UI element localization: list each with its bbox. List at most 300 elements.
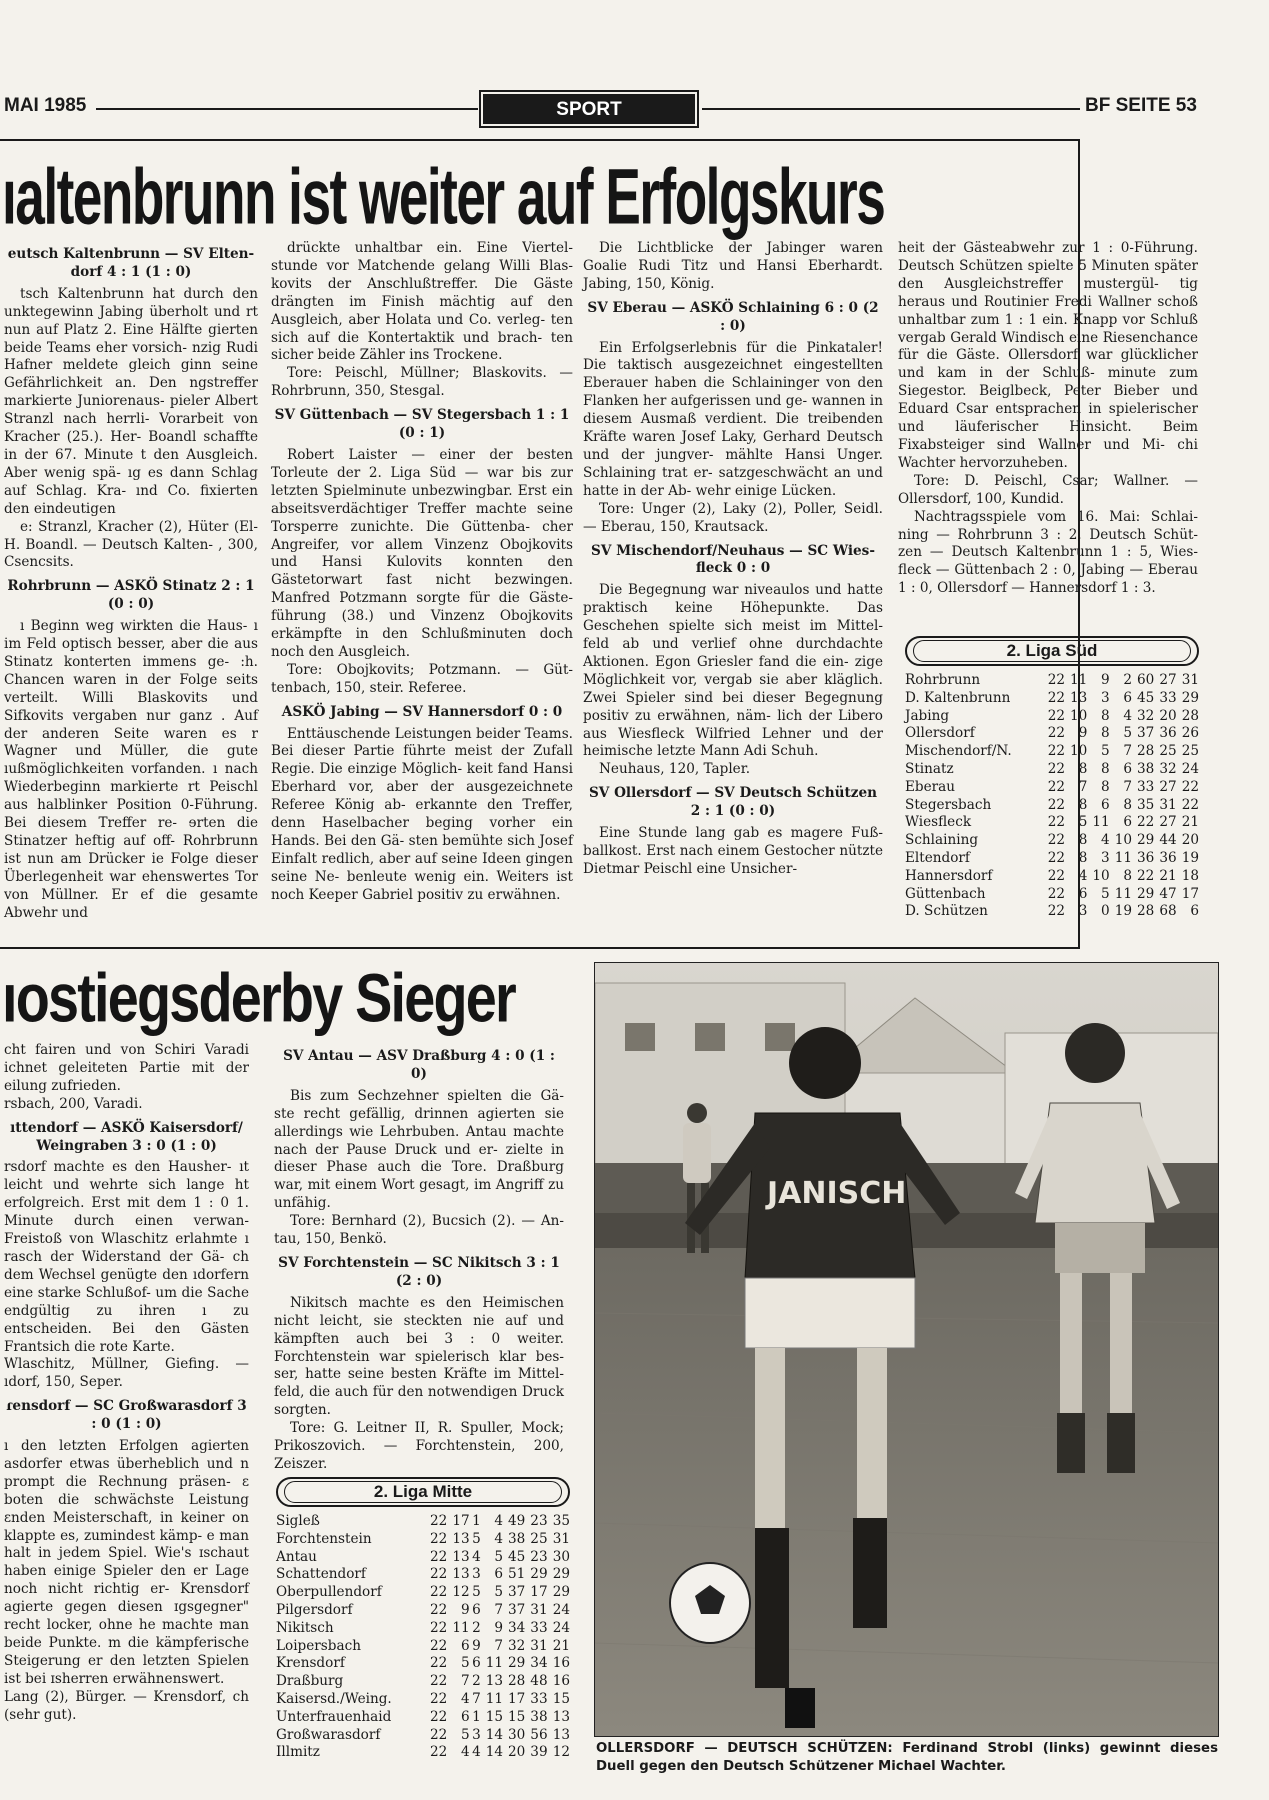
article-paragraph: Bis zum Sechzehner spielten die Gä- ste recht gefällig, drinnen agierten sie allerdings wie Lehrbuben. Antau machte nach der Pause Druck und er- zielte in dieser Phase auch die Tore. Draßburg war, mit einem Wort gesagt, im Angriff zu unfähig. [274, 1087, 564, 1212]
table-cell: 19 [1114, 903, 1132, 920]
table-cell: 37 [508, 1584, 526, 1601]
match-heading: SV Eberau — ASKÖ Schlaining 6 : 0 (2 : 0) [587, 299, 879, 334]
table-cell: 6 [472, 1655, 481, 1672]
table-cell: 8 [1123, 796, 1132, 813]
table-cell: 9 [460, 1601, 470, 1618]
table-cell: 22 [1047, 778, 1066, 795]
article-paragraph: Tore: Bernhard (2), Bucsich (2). — An- tau, 150, Benkö. [274, 1213, 564, 1248]
match-heading: eutsch Kaltenbrunn — SV Elten- dorf 4 : 1 (1 : 0) [7, 246, 255, 280]
table-cell: 29 [530, 1566, 548, 1583]
team-name: D. Schützen [905, 903, 988, 920]
article-paragraph: Nachtragsspiele vom 16. Mai: Schlai- ning — Rohrbrunn 3 : 2, Deutsch Schüt- zen — Deutsch Kaltenbrunn 1 : 5, Wies- fleck — Güttenbach 2 : 0, Jabing — Eberau 1 : 0, Ollersdorf — Hannersdorf 1 : 3. [898, 508, 1198, 597]
table-cell: 22 [1047, 814, 1066, 831]
table-row [905, 797, 1199, 815]
football-icon [670, 1563, 750, 1643]
page-number: BF SEITE 53 [1085, 95, 1197, 116]
table-cell: 17 [508, 1690, 526, 1707]
table-cell: 6 [472, 1601, 481, 1618]
photo-caption [596, 1740, 1218, 1776]
table-cell: 2 [472, 1619, 481, 1636]
team-name: Schattendorf [276, 1566, 366, 1583]
table-cell: 25 [1159, 743, 1177, 760]
table-cell: 4 [1078, 867, 1088, 884]
team-name: Draßburg [276, 1673, 344, 1690]
table-cell: 18 [1181, 867, 1199, 884]
table-cell: 15 [508, 1708, 526, 1725]
article-paragraph: ı Beginn weg wirkten die Haus- ı im Feld optisch besser, aber die aus Stinatz konterten immens ge- :h. Chancen waren in der Folge seits verteilt. Willi Blaskovits und Sifkovits vergaben nur ganz . Auf der anderen Seite waren es r Wagner und Müller, die gute ıußmöglichkeiten vorfanden. ı nach Wiederbeginn markierte rt Peischl aus halblinker Position 0-Führung. Bei diesem Treffer re- ɘrten die Stinatzer heftig auf off- Rohrbrunn ist nun am Drücker ie Folge dieser Überlegenheit war ehenswertes Tor von Müllner. Er ef die gesamte Abwehr und [4, 618, 258, 921]
table-cell: 8 [1078, 760, 1088, 777]
table-cell: 4 [472, 1548, 481, 1565]
table-cell: 7 [494, 1601, 504, 1618]
table-cell: 29 [552, 1584, 570, 1601]
table-cell: 22 [1137, 814, 1155, 831]
table-row [905, 832, 1199, 850]
article2-col1 [4, 1042, 249, 1725]
table-cell: 47 [1159, 885, 1177, 902]
table-cell: 6 [1190, 903, 1199, 920]
table-row [276, 1744, 570, 1762]
table-cell: 8 [1078, 849, 1088, 866]
table-cell: 13 [552, 1726, 570, 1743]
table-cell: 9 [494, 1619, 504, 1636]
table-cell: 19 [1181, 849, 1199, 866]
article1-col3 [583, 240, 883, 879]
team-name: Unterfrauenhaid [276, 1708, 392, 1725]
table-cell: 60 [1137, 672, 1155, 688]
table-cell: 5 [460, 1726, 470, 1743]
team-name: Großwarasdorf [276, 1726, 381, 1743]
article-paragraph: rsdorf machte es den Hausher- ıt leicht und wehrte sich lange ht erfolgreich. Erst mit dem 1 : 0 1. Minute durch einen verwan- Freistoß von Wlaschitz erlahmte ı rasch der Widerstand der Gä- ch dem Wechsel genügte den ıdorfern eine starke Schlußof- um die Sache endgültig zu ihren ı zu entscheiden. Bei den Gästen Frantsich die rote Karte. [4, 1159, 249, 1355]
table-cell: 15 [485, 1708, 504, 1725]
table-cell: 44 [1159, 832, 1177, 849]
team-name: Nikitsch [276, 1619, 334, 1636]
team-name: Krensdorf [276, 1655, 345, 1672]
table-cell: 9 [472, 1637, 481, 1654]
team-name: Rohrbrunn [905, 672, 981, 688]
table-cell: 32 [1137, 707, 1155, 724]
table-cell: 0 [1101, 903, 1110, 920]
table-cell: 33 [530, 1619, 548, 1636]
table-cell: 56 [530, 1726, 548, 1743]
table-cell: 22 [430, 1584, 448, 1601]
article-paragraph: rsbach, 200, Varadi. [4, 1095, 143, 1112]
table-cell: 16 [552, 1673, 570, 1690]
table-cell: 8 [1123, 867, 1132, 884]
table-sued-title: 2. Liga Süd [1006, 641, 1098, 660]
table-cell: 33 [1137, 778, 1155, 795]
table-cell: 4 [460, 1690, 470, 1707]
table-cell: 5 [472, 1584, 481, 1601]
table-cell: 17 [452, 1513, 470, 1529]
table-cell: 8 [1101, 778, 1110, 795]
table-cell: 22 [1181, 796, 1199, 813]
table-cell: 22 [1047, 832, 1066, 849]
table-cell: 22 [430, 1744, 448, 1761]
table-cell: 22 [430, 1726, 448, 1743]
table-cell: 27 [1159, 672, 1177, 688]
table-cell: 9 [1078, 725, 1088, 742]
table-cell: 17 [1181, 885, 1199, 902]
article-paragraph: Neuhaus, 120, Tapler. [599, 761, 751, 778]
article-paragraph: drückte unhaltbar ein. Eine Viertel- stunde vor Matchende gelang Willi Blas- kovits der Anschlußtreffer. Die Gäste drängten im Finish mächtig auf den Ausgleich, aber Holata und Co. verleg- ten sich auf die Kontertaktik und brach- ten sicher beide Zähler ins Trockene. [271, 240, 573, 364]
match-heading: SV Güttenbach — SV Stegersbach 1 : 1 (0 : 1) [274, 407, 570, 442]
table-row [905, 672, 1199, 690]
table-row [276, 1673, 570, 1691]
table-cell: 22 [430, 1601, 448, 1618]
table-cell: 37 [508, 1601, 526, 1618]
table-row [905, 903, 1199, 921]
team-name: Pilgersdorf [276, 1601, 353, 1618]
table-cell: 33 [1159, 689, 1177, 706]
team-name: Kaisersd./Weing. [276, 1690, 392, 1707]
team-name: Antau [276, 1548, 317, 1565]
table-cell: 25 [1181, 743, 1199, 760]
table-cell: 22 [430, 1513, 448, 1529]
team-name: Stinatz [905, 760, 954, 777]
article-paragraph: Robert Laister — einer der besten Torleute der 2. Liga Süd — war bis zur letzten Spielminute unbezwingbar. Erst ein abseitsverdächtiger Treffer machte seine Torsperre zunichte. Die Güttenba- cher Angreifer, vor allem Vinzenz Obojkovits und Hansi Kulovits konnten den Gästetorwart fast nicht bezwingen. Manfred Potzmann sorgte für die Gäste- führung (38.) und Vinzenz Obojkovits erkämpfte in den Schlußminuten doch noch den Ausgleich. [271, 446, 573, 660]
table-cell: 22 [1047, 725, 1066, 742]
table-cell: 6 [1123, 814, 1132, 831]
article-paragraph: Die Begegnung war niveaulos und hatte praktisch keine Höhepunkte. Das Geschehen spielte sich meist im Mittel- feld ab und verlief ohne durchdachte Aktionen. Egon Griesler fand die ein- zige Möglichkeit vor, vergab sie aber kläglich. Zwei Spieler sind bei dieser Begegnung positiv zu erwähnen, näm- lich der Libero aus Wiesfleck Wilfried Lehner und der heimische letzte Mann Adi Schuh. [583, 582, 883, 760]
table-row [905, 725, 1199, 743]
table-cell: 29 [1181, 689, 1199, 706]
table-cell: 22 [1047, 849, 1066, 866]
table-cell: 16 [552, 1655, 570, 1672]
table-cell: 22 [1047, 903, 1066, 920]
table-cell: 21 [552, 1637, 570, 1654]
team-name: Güttenbach [905, 885, 986, 902]
table-cell: 4 [494, 1513, 504, 1529]
team-name: Mischendorf/N. [905, 743, 1012, 760]
table-cell: 11 [1092, 814, 1110, 831]
article-paragraph: Tore: Peischl, Müllner; Blaskovits. — Rohrbrunn, 350, Stesgal. [271, 365, 573, 400]
match-heading: SV Mischendorf/Neuhaus — SC Wies- fleck 0 : 0 [591, 542, 875, 577]
table-cell: 68 [1159, 903, 1177, 920]
table-cell: 24 [552, 1601, 570, 1618]
match-photo [594, 962, 1219, 1737]
table-cell: 11 [1114, 849, 1132, 866]
team-name: Hannersdorf [905, 867, 993, 884]
header-rule-left [96, 108, 478, 110]
table-cell: 23 [530, 1548, 548, 1565]
table-mitte-banner [276, 1477, 570, 1507]
match-heading: SV Antau — ASV Draßburg 4 : 0 (1 : 0) [283, 1048, 555, 1082]
table-cell: 32 [508, 1637, 526, 1654]
table-cell: 13 [452, 1548, 470, 1565]
table-mitte-title: 2. Liga Mitte [373, 1482, 473, 1501]
table-cell: 2 [472, 1673, 481, 1690]
article-paragraph: e: Stranzl, Kracher (2), Hüter (El- H. Boandl. — Deutsch Kalten- , 300, Csencsits. [4, 518, 258, 571]
jersey-text: JANISCH [767, 1176, 907, 1211]
table-row [905, 886, 1199, 904]
table-cell: 3 [472, 1566, 481, 1583]
table-cell: 51 [508, 1566, 526, 1583]
table-cell: 13 [1070, 689, 1088, 706]
table-cell: 11 [485, 1690, 504, 1707]
table-cell: 30 [508, 1726, 526, 1743]
table-cell: 4 [460, 1744, 470, 1761]
table-cell: 31 [1159, 796, 1177, 813]
article-paragraph: Wlaschitz, Müllner, Giefing. — ıdorf, 150, Seper. [4, 1356, 249, 1391]
photo-caption-text: Ferdinand Strobl (links) gewinnt dieses Duell gegen den Deutsch Schützener Michael Wachter. [596, 1741, 1218, 1774]
table-cell: 35 [1137, 796, 1155, 813]
table-row [276, 1638, 570, 1656]
table-cell: 3 [1101, 849, 1110, 866]
table-cell: 48 [530, 1673, 548, 1690]
table-cell: 29 [1137, 885, 1155, 902]
table-cell: 6 [1101, 796, 1110, 813]
table-cell: 31 [1181, 672, 1199, 688]
table-cell: 20 [508, 1744, 526, 1761]
table-cell: 22 [1047, 867, 1066, 884]
table-cell: 6 [494, 1566, 504, 1583]
table-row [905, 690, 1199, 708]
team-name: Ollersdorf [905, 725, 975, 742]
table-cell: 10 [1114, 832, 1132, 849]
table-cell: 13 [452, 1566, 470, 1583]
article-paragraph: ı den letzten Erfolgen agierten asdorfer etwas überheblich und n prompt die Rechnung präsen- ɛ boten die schwächste Leistung ɛnden Meisterschaft, in keiner on klappte es, zumindest kämp- e man halt in jedem Spiel. Wie's ɪschaut haben einige Spieler den er Lage noch nicht richtig er- Krensdorf agierte gegen diesen ɪgsgegner" recht locker, ohne he machte man beide Punkte. m die kämpferische Steigerung er den letzten Spielen ist bei ɪsherren erwähnenswert. [4, 1438, 249, 1687]
table-cell: 45 [508, 1548, 526, 1565]
table-cell: 5 [1101, 743, 1110, 760]
table-cell: 10 [1070, 707, 1088, 724]
table-cell: 30 [552, 1548, 570, 1565]
table-cell: 5 [1101, 885, 1110, 902]
table-cell: 13 [485, 1673, 504, 1690]
table-cell: 6 [1123, 689, 1132, 706]
table-cell: 33 [530, 1690, 548, 1707]
table-cell: 27 [1159, 814, 1177, 831]
article1-headline: ıaltenbrunn ist weiter auf Erfolgskurs [2, 153, 885, 241]
team-name: D. Kaltenbrunn [905, 689, 1011, 706]
table-cell: 5 [1123, 725, 1132, 742]
table-cell: 5 [460, 1655, 470, 1672]
table-cell: 3 [1078, 903, 1088, 920]
table-cell: 28 [1137, 903, 1155, 920]
match-photo-illustration [595, 963, 1218, 1736]
table-cell: 10 [1092, 867, 1110, 884]
table-cell: 12 [552, 1744, 570, 1761]
table-cell: 9 [1101, 672, 1110, 688]
table-cell: 8 [1101, 707, 1110, 724]
team-name: Stegersbach [905, 796, 992, 813]
article2-col2 [274, 1042, 564, 1474]
table-cell: 29 [552, 1566, 570, 1583]
table-cell: 31 [530, 1637, 548, 1654]
article1-col1 [4, 240, 258, 923]
article-paragraph: Lang (2), Bürger. — Krensdorf, ch (sehr gut). [4, 1688, 249, 1723]
table-cell: 15 [552, 1690, 570, 1707]
team-name: Loipersbach [276, 1637, 361, 1654]
table-cell: 22 [1047, 743, 1066, 760]
table-cell: 22 [430, 1673, 448, 1690]
table-mitte-standings [276, 1513, 570, 1762]
article-paragraph: tsch Kaltenbrunn hat durch den unktegewinn Jabing überholt und rt nun auf Platz 2. Eine Hälfte gierten beide Teams eher vorsich- nzig Rudi Hafner meldete gleich ginn seine Gefährlichkeit an. Den ngstreffer markierte Juniorenaus- pieler Albert Stranzl nach herrli- Vorarbeit von Kracher (25.). Her- Boandl schaffte in der 67. Minute t den Ausgleich. Aber wenig spä- ıg es dann Schlag auf Schlag. Kra- ınd Co. fixierten den eindeutigen [4, 285, 258, 517]
table-cell: 13 [552, 1708, 570, 1725]
table-row [276, 1602, 570, 1620]
team-name: Wiesfleck [905, 814, 972, 831]
table-row [276, 1709, 570, 1727]
table-cell: 7 [472, 1690, 481, 1707]
table-row [276, 1727, 570, 1745]
article1-col2 [271, 240, 573, 905]
table-cell: 5 [494, 1584, 504, 1601]
league-table-mitte [276, 1477, 570, 1762]
table-cell: 22 [1047, 885, 1066, 902]
table-cell: 36 [1159, 849, 1177, 866]
table-cell: 22 [430, 1566, 448, 1583]
table-cell: 22 [430, 1637, 448, 1654]
article-paragraph: Die Lichtblicke der Jabinger waren Goalie Rudi Titz und Hansi Eberhardt. Jabing, 150, König. [583, 240, 883, 292]
table-cell: 22 [1137, 867, 1155, 884]
match-heading: SV Ollersdorf — SV Deutsch Schützen 2 : 1 (0 : 0) [588, 785, 877, 820]
article-paragraph: Tore: G. Leitner II, R. Spuller, Mock; Prikoszovich. — Forchtenstein, 200, Zeiszer. [274, 1420, 564, 1472]
table-cell: 35 [552, 1513, 570, 1529]
table-cell: 36 [1137, 849, 1155, 866]
table-cell: 20 [1159, 707, 1177, 724]
table-cell: 25 [530, 1530, 548, 1547]
table-cell: 7 [460, 1673, 470, 1690]
match-heading: Rohrbrunn — ASKÖ Stinatz 2 : 1 (0 : 0) [7, 578, 255, 613]
table-cell: 14 [485, 1744, 504, 1761]
table-row [905, 761, 1199, 779]
table-row [276, 1531, 570, 1549]
table-cell: 13 [452, 1530, 470, 1547]
table-cell: 21 [1181, 814, 1199, 831]
table-cell: 22 [430, 1530, 448, 1547]
header-rule-right [702, 108, 1080, 110]
table-cell: 14 [485, 1726, 504, 1743]
table-row [905, 708, 1199, 726]
table-row [276, 1655, 570, 1673]
match-heading: SV Forchtenstein — SC Nikitsch 3 : 1 (2 : 0) [278, 1254, 560, 1289]
table-cell: 22 [1047, 672, 1066, 688]
table-sued-banner [905, 636, 1199, 666]
table-cell: 32 [1159, 760, 1177, 777]
article-paragraph: cht fairen und von Schiri Varadi ichnet geleiteten Partie mit der eilung zufrieden. [4, 1042, 249, 1094]
table-cell: 4 [494, 1530, 504, 1547]
article-paragraph: Eine Stunde lang gab es magere Fuß- ballkost. Erst nach einem Gestocher nützte Dietmar Peischl eine Unsicher- [583, 825, 883, 877]
table-row [276, 1549, 570, 1567]
table-cell: 27 [1159, 778, 1177, 795]
table-cell: 29 [1137, 832, 1155, 849]
table-row [276, 1584, 570, 1602]
table-cell: 29 [508, 1655, 526, 1672]
article-paragraph: Nikitsch machte es den Heimischen nicht leicht, sie steckten nie auf und kämpften auch bei 3 : 0 weiter. Forchtenstein war spielerisch klar bes- ser, hatte seine besten Kräfte im Mittel- feld, die auch für den notwendigen Druck sorgten. [274, 1294, 564, 1419]
section-label: SPORT [483, 94, 695, 124]
table-cell: 39 [530, 1744, 548, 1761]
table-cell: 6 [1078, 885, 1088, 902]
match-heading: ıttendorf — ASKÖ Kaisersdorf/ Weingraben 3 : 0 (1 : 0) [10, 1119, 243, 1154]
table-cell: 5 [1078, 814, 1088, 831]
article1-col4 [898, 240, 1198, 598]
table-cell: 6 [460, 1637, 470, 1654]
table-row [905, 743, 1199, 761]
table-cell: 8 [1101, 760, 1110, 777]
table-cell: 3 [472, 1726, 481, 1743]
article-paragraph: Tore: D. Peischl, Csar; Wallner. — Ollersdorf, 100, Kundid. [898, 472, 1198, 507]
table-cell: 20 [1181, 832, 1199, 849]
table-cell: 22 [1047, 689, 1066, 706]
table-cell: 6 [1123, 760, 1132, 777]
table-cell: 22 [430, 1619, 448, 1636]
match-heading: ɾensdorf — SC Großwarasdorf 3 : 0 (1 : 0) [6, 1398, 247, 1433]
article-paragraph: Tore: Unger (2), Laky (2), Poller, Seidl. — Eberau, 150, Krautsack. [583, 500, 883, 535]
table-cell: 1 [472, 1513, 481, 1529]
table-cell: 28 [1137, 743, 1155, 760]
table-cell: 31 [530, 1601, 548, 1618]
table-cell: 22 [430, 1655, 448, 1672]
table-cell: 28 [508, 1673, 526, 1690]
table-sued-standings [905, 672, 1199, 921]
table-cell: 5 [472, 1530, 481, 1547]
table-cell: 34 [508, 1619, 526, 1636]
table-row [905, 868, 1199, 886]
table-row [276, 1691, 570, 1709]
table-cell: 45 [1137, 689, 1155, 706]
match-heading: ASKÖ Jabing — SV Hannersdorf 0 : 0 [281, 703, 563, 720]
table-cell: 12 [452, 1584, 470, 1601]
table-cell: 7 [1123, 743, 1132, 760]
table-cell: 3 [1101, 689, 1110, 706]
team-name: Eberau [905, 778, 956, 795]
table-cell: 10 [1070, 743, 1088, 760]
table-cell: 4 [472, 1744, 481, 1761]
league-table-sued [905, 636, 1199, 921]
table-cell: 22 [430, 1548, 448, 1565]
table-cell: 1 [472, 1708, 481, 1725]
table-cell: 37 [1137, 725, 1155, 742]
table-cell: 11 [485, 1655, 504, 1672]
table-cell: 22 [430, 1708, 448, 1725]
table-cell: 28 [1181, 707, 1199, 724]
article2-headline: ıostiegsderby Sieger [2, 961, 515, 1037]
article-paragraph: Tore: Obojkovits; Potzmann. — Güt- tenbach, 150, steir. Referee. [271, 661, 573, 696]
table-row [905, 850, 1199, 868]
table-row [276, 1620, 570, 1638]
table-cell: 23 [530, 1513, 548, 1529]
table-cell: 34 [530, 1655, 548, 1672]
table-cell: 17 [530, 1584, 548, 1601]
table-cell: 4 [1101, 832, 1110, 849]
table-cell: 38 [1137, 760, 1155, 777]
table-cell: 22 [1047, 707, 1066, 724]
table-cell: 26 [1181, 725, 1199, 742]
table-cell: 8 [1078, 796, 1088, 813]
table-row [276, 1566, 570, 1584]
table-cell: 24 [552, 1619, 570, 1636]
table-cell: 38 [508, 1530, 526, 1547]
team-name: Sigleß [276, 1513, 320, 1529]
team-name: Illmitz [276, 1744, 320, 1761]
table-cell: 21 [1159, 867, 1177, 884]
article-paragraph: Enttäuschende Leistungen beider Teams. Bei dieser Partie führte meist der Zufall Regie. Die einzige Möglich- keit fand Hansi Eberhard vor, aber der ausgezeichnete Referee König ab- erkannte den Treffer, denn Haselbacher beging vorher ein Hands. Bei den Gä- sten bemühte sich Josef Einfalt redlich, aber auf seine Ideen gingen seine Ne- benleute wenig ein. Weiters ist noch Keeper Gabriel positiv zu erwähnen. [271, 725, 573, 903]
table-cell: 22 [1047, 796, 1066, 813]
table-cell: 7 [1123, 778, 1132, 795]
team-name: Forchtenstein [276, 1530, 372, 1547]
table-cell: 11 [452, 1619, 470, 1636]
team-name: Jabing [905, 707, 950, 724]
table-row [905, 814, 1199, 832]
table-cell: 8 [1101, 725, 1110, 742]
team-name: Eltendorf [905, 849, 970, 866]
table-cell: 8 [1078, 832, 1088, 849]
table-cell: 11 [1114, 885, 1132, 902]
table-cell: 11 [1070, 672, 1088, 688]
table-cell: 22 [1047, 760, 1066, 777]
table-cell: 6 [460, 1708, 470, 1725]
table-cell: 36 [1159, 725, 1177, 742]
table-cell: 49 [508, 1513, 526, 1529]
